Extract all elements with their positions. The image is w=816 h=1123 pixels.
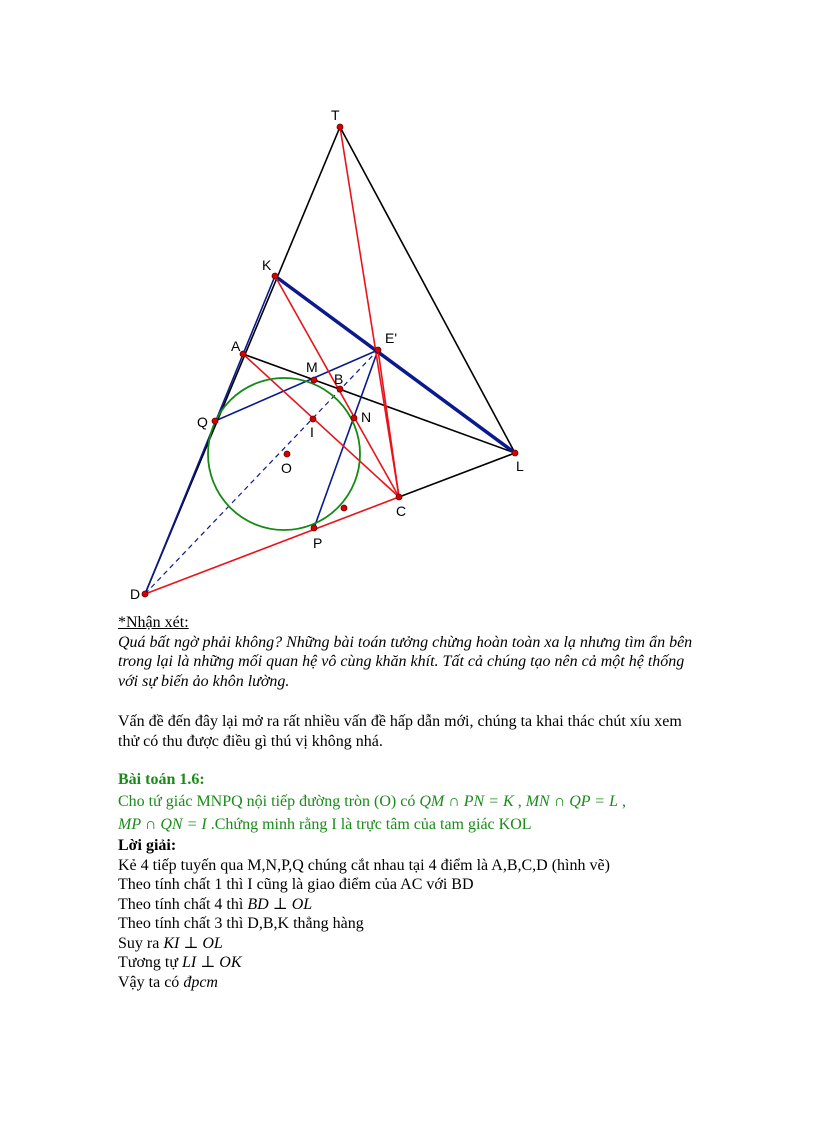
remark-section xyxy=(118,613,718,691)
separator-comma: , xyxy=(617,792,626,810)
point-I xyxy=(310,416,316,422)
point-P xyxy=(311,525,317,531)
intro-paragraph xyxy=(118,712,718,751)
solution-line-5-math: KI ⊥ OL xyxy=(163,934,223,952)
problem-text-1: Cho tứ giác MNPQ nội tiếp đường tròn (O) có xyxy=(118,792,420,810)
label-K: K xyxy=(262,257,272,273)
label-O: O xyxy=(281,460,292,476)
points xyxy=(142,124,518,597)
solution-line-7-text: Vậy ta có xyxy=(118,973,184,991)
solution-line-6-math: LI ⊥ OK xyxy=(182,954,242,971)
segment-CL xyxy=(399,453,515,497)
point-tangency xyxy=(341,505,347,511)
separator: , xyxy=(513,792,526,810)
label-T: T xyxy=(331,107,340,123)
point-M xyxy=(311,377,317,383)
solution-line-7 xyxy=(118,973,718,993)
label-C: C xyxy=(396,503,407,519)
point-T xyxy=(337,124,343,130)
solution-line-5 xyxy=(118,934,718,954)
remark-heading: *Nhận xét: xyxy=(118,614,189,631)
point-L xyxy=(512,450,518,456)
solution-line-7-math: đpcm xyxy=(183,973,218,991)
solution-line-3-math: BD ⊥ OL xyxy=(247,895,313,913)
segment-DC xyxy=(145,497,399,594)
segment-PE xyxy=(314,350,378,528)
solution-line-5-text: Suy ra xyxy=(118,934,164,952)
segment-EC xyxy=(378,350,399,497)
equation-qm-pn: QM ∩ PN = K xyxy=(419,792,514,810)
remark-line-2: trong lại là những mối quan hệ vô cùng khăn khít. Tất cả chúng tạo nên cả một hệ thống xyxy=(118,653,685,670)
label-D: D xyxy=(130,586,141,602)
problem-title: Bài toán 1.6: xyxy=(118,771,205,788)
problem-statement-line-1 xyxy=(118,792,718,812)
label-I: I xyxy=(310,424,314,440)
problem-statement-line-2 xyxy=(118,815,718,835)
label-Q: Q xyxy=(197,414,208,430)
problem-section xyxy=(118,770,718,835)
label-A: A xyxy=(231,338,241,354)
point-Q xyxy=(212,418,218,424)
point-E xyxy=(375,347,381,353)
solution-line-4: Theo tính chất 3 thì D,B,K thẳng hàng xyxy=(118,915,364,932)
segment-QE xyxy=(215,350,378,421)
solution-line-3 xyxy=(118,895,718,915)
solution-line-6-text: Tương tự xyxy=(118,954,183,971)
point-K xyxy=(272,273,278,279)
point-O xyxy=(284,451,290,457)
point-D xyxy=(142,591,148,597)
remark-line-1: Quá bất ngờ phải không? Những bài toán tưởng chừng hoàn toàn xa lạ nhưng tìm ẩn bên xyxy=(118,633,693,651)
intro-line-2: thử có thu được điều gì thú vị không nhá. xyxy=(118,732,383,750)
solution-title: Lời giải: xyxy=(118,837,177,854)
label-P: P xyxy=(313,535,323,551)
point-C xyxy=(396,494,402,500)
solution-line-2: Theo tính chất 1 thì I cũng là giao điểm của AC với BD xyxy=(118,876,474,893)
label-E: E' xyxy=(385,330,398,346)
label-B: B xyxy=(334,371,344,387)
remark-line-3: với sự biến ảo khôn lường. xyxy=(118,672,290,690)
label-N: N xyxy=(361,409,372,425)
problem-text-2: .Chứng minh rằng I là trực tâm của tam giác KOL xyxy=(206,816,532,833)
point-A xyxy=(240,351,246,357)
intro-line-1: Vấn đề đến đây lại mở ra rất nhiều vấn đề hấp dẫn mới, chúng ta khai thác chút xíu xem xyxy=(118,713,682,730)
equation-mn-qp: MN ∩ QP = L xyxy=(525,792,618,810)
label-L: L xyxy=(516,458,524,474)
solution-line-1: Kẻ 4 tiếp tuyến qua M,N,P,Q chúng cắt nhau tại 4 điểm là A,B,C,D (hình vẽ) xyxy=(118,856,610,874)
equation-mp-qn: MP ∩ QN = I xyxy=(118,816,207,833)
point-N xyxy=(351,415,357,421)
solution-line-3-text: Theo tính chất 4 thì xyxy=(118,895,248,913)
solution-section xyxy=(118,836,718,992)
solution-line-6 xyxy=(118,953,718,973)
label-M: M xyxy=(306,359,318,375)
